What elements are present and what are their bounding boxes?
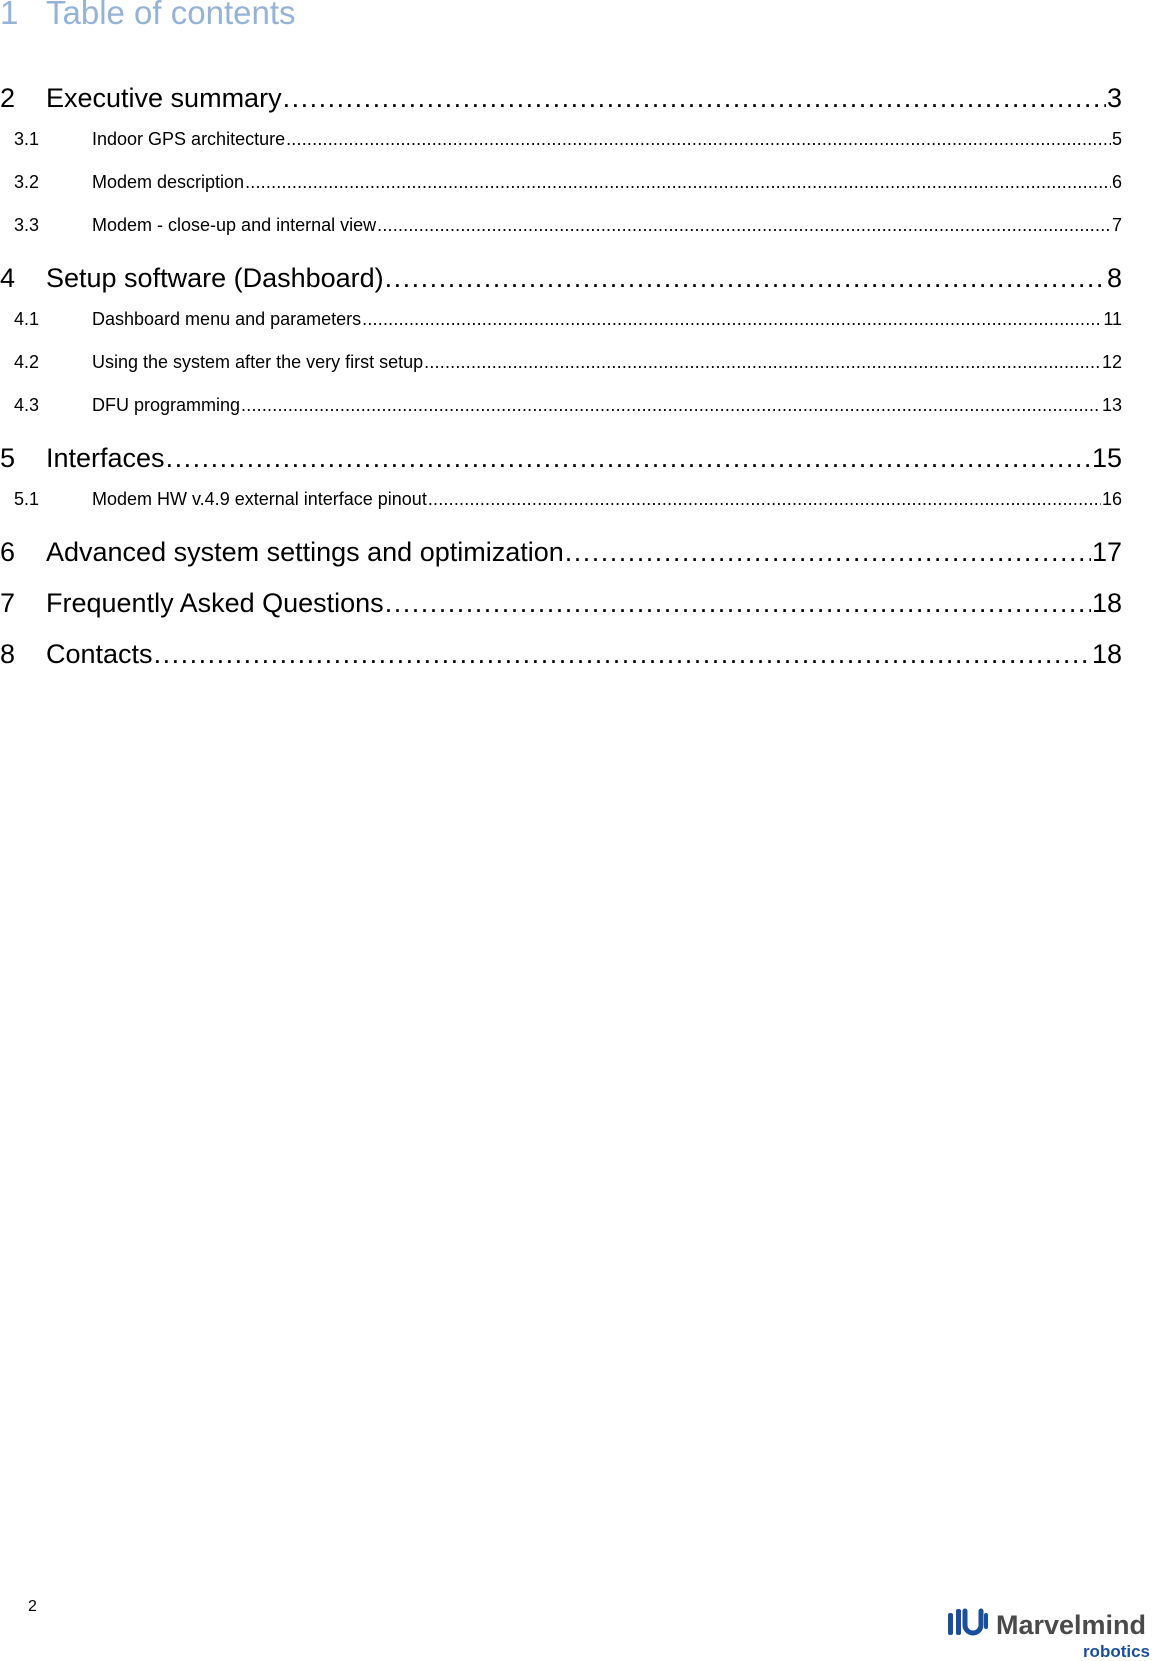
toc-dot-leader xyxy=(154,632,1091,676)
toc-entry[interactable] xyxy=(0,528,1122,579)
toc-entry-title: Interfaces xyxy=(46,443,165,473)
toc-dot-leader xyxy=(245,168,1111,196)
toc-heading xyxy=(0,0,296,32)
toc-dot-leader xyxy=(424,348,1101,376)
toc-entry-number: 4 xyxy=(0,263,16,293)
logo-tagline: robotics xyxy=(1082,1642,1150,1661)
toc-entry-number: 7 xyxy=(0,588,16,618)
toc-entry-title: Dashboard menu and parameters xyxy=(92,309,362,329)
toc-entry[interactable] xyxy=(0,630,1122,681)
toc-entry-title: Executive summary xyxy=(46,83,282,113)
toc-entry-page: 3 xyxy=(1106,83,1122,113)
toc-entry[interactable] xyxy=(0,434,1122,485)
toc-entry[interactable] xyxy=(0,211,1122,254)
toc-dot-leader xyxy=(286,125,1111,153)
toc-entry-number: 4.3 xyxy=(14,395,40,415)
toc-entry[interactable] xyxy=(0,391,1122,434)
toc-entry-page: 13 xyxy=(1101,395,1122,415)
marvelmind-logo-icon xyxy=(948,1609,988,1635)
toc-entry-page: 11 xyxy=(1103,309,1122,329)
toc-entry-title: Indoor GPS architecture xyxy=(92,129,286,149)
table-of-contents xyxy=(0,74,1122,681)
toc-entry[interactable] xyxy=(0,485,1122,528)
toc-entry-page: 15 xyxy=(1091,443,1122,473)
toc-entry-number: 4.2 xyxy=(14,352,40,372)
toc-entry-page: 18 xyxy=(1091,588,1122,618)
toc-entry-title: Using the system after the very first setup xyxy=(92,352,424,372)
toc-dot-leader xyxy=(385,581,1091,625)
toc-heading-title: Table of contents xyxy=(46,0,296,31)
toc-dot-leader xyxy=(166,436,1091,480)
toc-entry-number: 5 xyxy=(0,443,16,473)
toc-entry-title: Modem HW v.4.9 external interface pinout xyxy=(92,489,427,509)
toc-entry-title: Modem description xyxy=(92,172,245,192)
logo-brand: Marvelmind xyxy=(996,1610,1147,1640)
toc-entry-number: 2 xyxy=(0,83,16,113)
toc-entry-title: Advanced system settings and optimization xyxy=(46,537,564,567)
toc-entry-title: Modem - close-up and internal view xyxy=(92,215,377,235)
toc-dot-leader xyxy=(283,76,1106,120)
toc-entry-page: 6 xyxy=(1111,172,1122,192)
toc-entry-title: DFU programming xyxy=(92,395,241,415)
toc-dot-leader xyxy=(385,256,1106,300)
toc-entry-number: 8 xyxy=(0,639,16,669)
toc-dot-leader xyxy=(241,391,1101,419)
marvelmind-logo xyxy=(946,1603,1152,1661)
toc-entry-number: 3.2 xyxy=(14,172,40,192)
toc-entry[interactable] xyxy=(0,305,1122,348)
toc-entry[interactable] xyxy=(0,348,1122,391)
toc-dot-leader xyxy=(377,211,1111,239)
toc-entry-page: 18 xyxy=(1091,639,1122,669)
toc-entry-number: 5.1 xyxy=(14,489,40,509)
toc-dot-leader xyxy=(565,530,1091,574)
toc-entry[interactable] xyxy=(0,125,1122,168)
toc-entry-number: 6 xyxy=(0,537,16,567)
toc-entry-number: 3.3 xyxy=(14,215,40,235)
toc-entry-title: Contacts xyxy=(46,639,153,669)
toc-entry-page: 16 xyxy=(1101,489,1122,509)
page-number: 2 xyxy=(28,1598,37,1615)
toc-heading-number: 1 xyxy=(0,0,19,31)
toc-entry-page: 12 xyxy=(1101,352,1122,372)
toc-entry[interactable] xyxy=(0,168,1122,211)
toc-entry-page: 17 xyxy=(1091,537,1122,567)
toc-entry-page: 5 xyxy=(1111,129,1122,149)
toc-entry-page: 8 xyxy=(1106,263,1122,293)
toc-dot-leader xyxy=(362,305,1102,333)
toc-dot-leader xyxy=(428,485,1101,513)
toc-entry-number: 3.1 xyxy=(14,129,40,149)
toc-entry-page: 7 xyxy=(1111,215,1122,235)
toc-entry-number: 4.1 xyxy=(14,309,40,329)
toc-entry-title: Frequently Asked Questions xyxy=(46,588,384,618)
toc-entry[interactable] xyxy=(0,254,1122,305)
toc-entry[interactable] xyxy=(0,74,1122,125)
toc-entry[interactable] xyxy=(0,579,1122,630)
toc-entry-title: Setup software (Dashboard) xyxy=(46,263,384,293)
